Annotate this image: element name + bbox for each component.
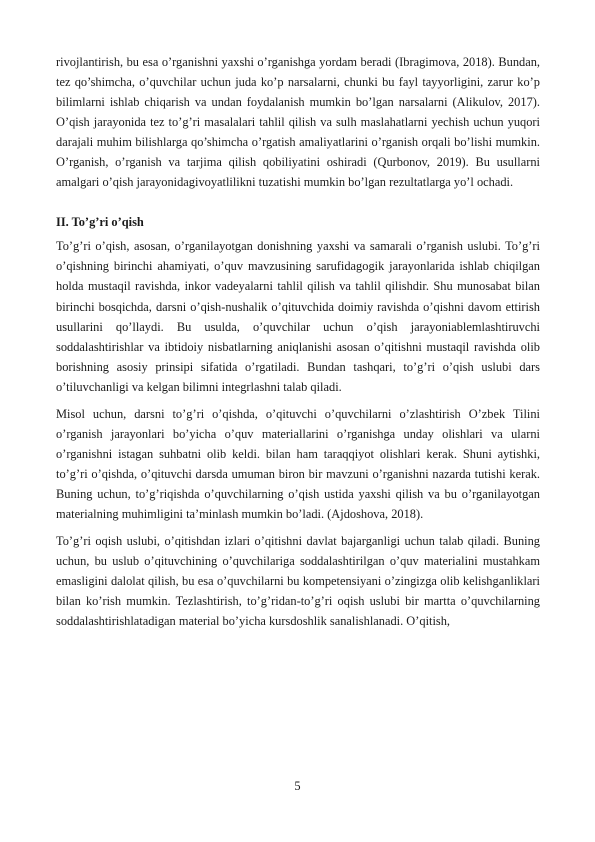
page-number: 5: [294, 779, 301, 793]
body-paragraph-2: Misol uchun, darsni to’g’ri o’qishda, o’qituvchi o’quvchilarni o’zlashtirish O’zbek Tilini o’rganish jarayonlari bo’yicha o’quv materiallarini o’rganishga unday olishlari va ularni o’rganishni istagan suhbatni olib keldi. bilan ham taraqqiyot olishlari kerak. Shuni aytishki, to’g’ri o’qishda, o’qituvchi darsda umuman biron bir mavzuni o’rganishni nazarda tutishi kerak. Buning uchun, to’g’riqishda o’quvchilarning o’qish ustida yaxshi qilish va bu o’rganilayotgan materialning muhimligini ta’minlash mumkin bo’ladi. (Ajdoshova, 2018).: [56, 406, 540, 521]
section-heading: II. To’g’ri o’qish: [56, 215, 144, 230]
body-paragraph-1: To’g’ri o’qish, asosan, o’rganilayotgan donishning yaxshi va samarali o’rganish uslubi. To’g’ri o’qishning birinchi ahamiyati, o’quv mavzusining sarufidagogik jarayonlarida ishlab chiqilgan holda mustaqil ravishda, inkor vadeyalarni tahlil qilish va tahlil qilishdir. Shu munosabat bilan birinchi bosqichda, darsni o’qish-nushalik o’qituvchida doimiy ravishda o’qishni davom ettirish usullarini qo’llaydi. Bu usulda, o’quvchilar uchun o’qish jarayoniablemlashtiruvchi soddalashtirishlar va ibtidoiy nisbatlarning aniqlanishi asosan o’qitishni mustaqil ravishda olib borishning asosiy prinsipi sifatida o’rgatiladi. Bundan tashqari, to’g’ri o’qish uslubi dars o’tiluvchanligi va kelgan bilimni integrlashni talab qiladi.: [56, 239, 540, 394]
section-spacer: [56, 192, 540, 212]
intro-paragraph: rivojlantirish, bu esa o’rganishni yaxshi o’rganishga yordam beradi (Ibragimova, 2018). Bundan, tez qo’shimcha, o’quvchilar uchun juda ko’p narsalarni, chunki bu fayl tayyorligini, zarur ko’p bilimlarni ishlab chiqarish va undan foydalanish mumkin bo’lgan narsalarni (Alikulov, 2017). O’qish jarayonida tez to’g’ri masalalari tahlil qilish va sulh maslahatlarni yechish uchun yuqori darajali muhim bilishlarga qo’shimcha o’rgatish amaliyatlarini o’rganish orqali bo’lishi mumkin. O’rganish, o’rganish va tarjima qilish qobiliyatini oshiradi (Qurbonov, 2019). Bu usullarni amalgari o’qish jarayonidagivoyatlilikni tuzatishi mumkin bo’lgan rezultatlarga yo’l ochadi.: [56, 55, 540, 190]
body-paragraph-3: To’g’ri oqish uslubi, o’qitishdan izlari o’qitishni davlat bajarganligi uchun talab qiladi. Buning uchun, bu uslub o’qituvchining o’quvchilariga soddalashtirilgan o’quv materialini mustahkam emasligini dalolat qilish, bu esa o’quvchilarni bu kompetensiyani o’zingizga olib kelishganliklari bilan ko’rish mumkin. Tezlashtirish, to’g’ridan-to’g’ri oqish uslubi bir martta o’quvchilarning soddalashtirishlatadigan material bo’yicha kursdoshlik sanalishlanadi. O’qitish,: [56, 534, 540, 629]
document-page: [56, 52, 540, 631]
